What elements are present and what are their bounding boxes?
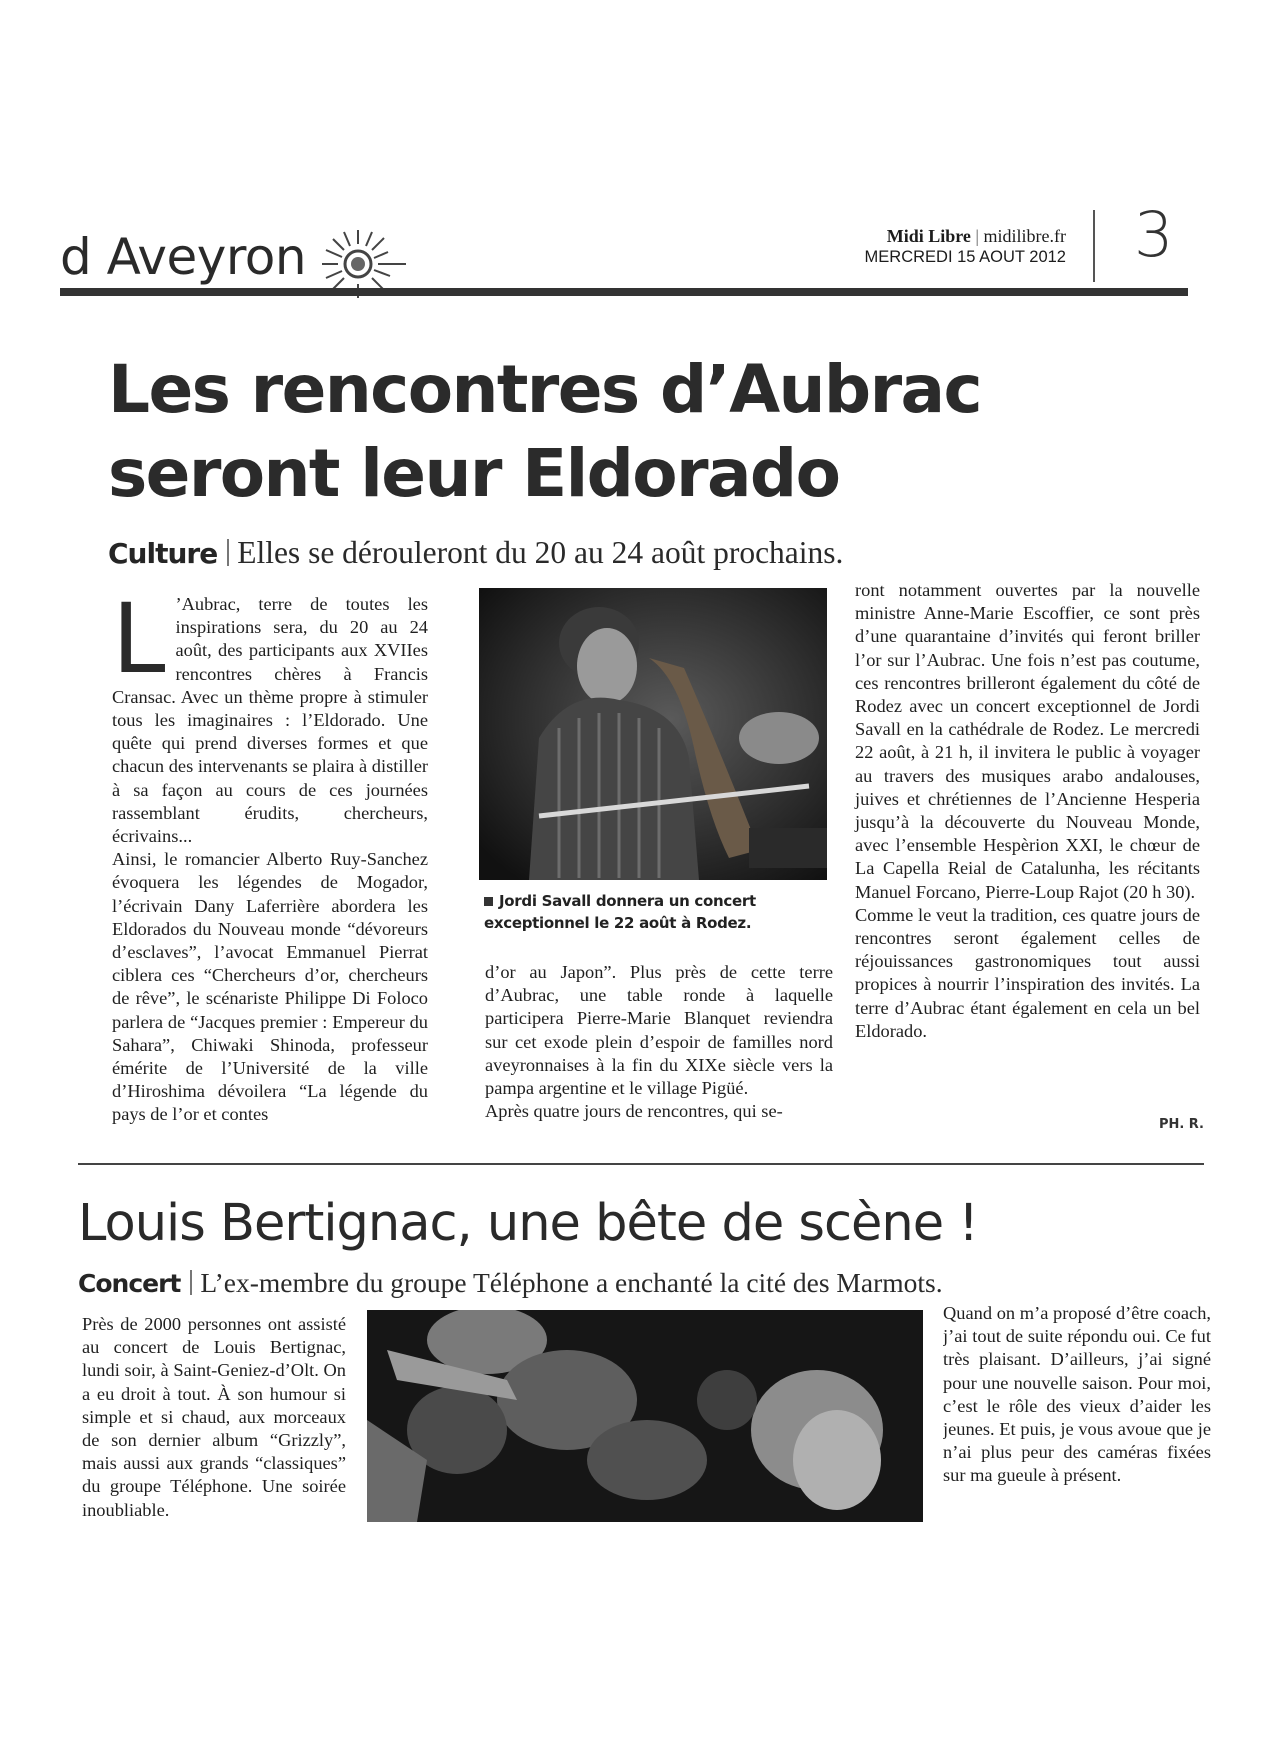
headline-line-2: seront leur Eldorado (108, 435, 840, 512)
paper-brand: Midi Libre | midilibre.fr (886, 226, 1066, 246)
article1-deck-text: Elles se dérouleront du 20 au 24 août prochains. (237, 535, 844, 570)
article2-headline: Louis Bertignac, une bête de scène ! (78, 1194, 978, 1253)
issue-date: MERCREDI 15 AOUT 2012 (864, 248, 1066, 266)
article1-paragraph-6: Comme le veut la tradition, ces quatre jours de rencontres seront également celles de réjouissances gastronomiques tout aussi propices à nourrir l’inspiration des invités. La terre d’Aubrac étant également en cela un bel Eldorado. (855, 904, 1200, 1041)
headline-line-1: Les rencontres d’Aubrac (108, 351, 981, 428)
site-url: midilibre.fr (983, 226, 1066, 246)
article2-paragraph-1: Près de 2000 personnes ont assisté au concert de Louis Bertignac, lundi soir, à Saint-Geniez-d’Olt. On a eu droit à tout. À son humour si simple et si chaud, aux morceaux de son dernier album “Grizzly”, mais aussi aux grands “classiques” du groupe Téléphone. Une soirée inoubliable. (82, 1314, 346, 1520)
brand-name: Midi Libre (886, 226, 971, 246)
photo1-caption-text: Jordi Savall donnera un concert exceptionnel le 22 août à Rodez. (484, 892, 756, 932)
article1-headline (108, 348, 1008, 516)
caption-bullet-icon (484, 897, 493, 906)
musician-with-viol-photo (479, 588, 827, 880)
article1-column-3 (855, 579, 1200, 1043)
article1-deck (108, 535, 1108, 571)
article2-column-1 (82, 1313, 346, 1521)
article1-paragraph-3: d’or au Japon”. Plus près de cette terre d’Aubrac, une table ronde à laquelle participera Pierre-Marie Blanquet reviendra sur cet exode plein d’espoir de familles nord aveyronnaises à la fin du XIXe siècle vers la pampa argentine et le village Pigüé. (485, 962, 833, 1099)
page-number: 3 (1134, 198, 1174, 271)
article2-rubric: Concert (78, 1269, 181, 1298)
article2-column-3 (943, 1302, 1211, 1521)
section-name: d Aveyron (60, 228, 307, 286)
article1-byline: PH. R. (1158, 1117, 1204, 1132)
article1-column-2 (485, 961, 833, 1123)
rubric-separator (227, 539, 229, 566)
article1-column-1 (112, 583, 428, 1127)
concert-crowd-photo (367, 1310, 923, 1522)
article1-paragraph-4: Après quatre jours de rencontres, qui se- (485, 1101, 783, 1122)
article-divider (78, 1163, 1204, 1165)
article1-paragraph-2: Ainsi, le romancier Alberto Ruy-Sanchez évoquera les légendes de Mogador, l’écrivain Dany Laferrière abordera les Eldorados du Nouveau monde “dévoreurs d’esclaves”, l’avocat Emmanuel Pierrat ciblera ces “Chercheurs d’or, chercheurs de rêve”, le scénariste Philippe Di Foloco parlera de “Jacques premier : Empereur du Sahara”, Chiwaki Shinoda, professeur émérite de l’Université de la ville d’Hiroshima dévoilera “La légende du pays de l’or et contes (112, 849, 428, 1125)
photo2-illustration (367, 1310, 923, 1522)
article2-paragraph-2: Quand on m’a proposé d’être coach, j’ai tout de suite répondu oui. Ce fut très plaisant. D’ailleurs, j’ai signé pour une nouvelle saison. Pour moi, c’est le rôle des vieux d’aider les jeunes. Et puis, je vous avoue que je n’ai plus peur des caméras fixées sur ma gueule à présent. (943, 1303, 1211, 1486)
header-separator (1093, 210, 1095, 282)
header-rule (60, 288, 1188, 296)
article1-paragraph-1: ’Aubrac, terre de toutes les inspirations sera, du 20 au 24 août, des participants aux XVIIes rencontres chères à Francis Cransac. Avec un thème propre à stimuler tous les imaginaires : l’Eldorado. Une quête qui prend diverses formes et que chacun des intervenants se plaira à distiller à sa façon au cours de ces journées rassemblant érudits, chercheurs, écrivains... (112, 594, 428, 847)
article2-deck-text: L’ex-membre du groupe Téléphone a enchanté la cité des Marmots. (200, 1267, 943, 1298)
article2-deck (78, 1267, 1228, 1299)
drop-cap: L (112, 583, 166, 695)
article1-paragraph-5: ront notamment ouvertes par la nouvelle ministre Anne-Marie Escoffier, ce sont près d’une quarantaine d’invités qui feront briller l’or sur l’Aubrac. Une fois n’est pas coutume, ces rencontres brilleront également du côté de Rodez avec un concert exceptionnel de Jordi Savall en la cathédrale de Rodez. Le mercredi 22 août, à 21 h, il invitera le public à voyager au travers des musiques arabo andalouses, juives et chrétiennes de l’Ancienne Hesperia jusqu’à la découverte du Nouveau Monde, avec l’ensemble Hespèrion XXI, le chœur de La Capella Reial de Catalunha, les récitants Manuel Forcano, Pierre-Loup Rajot (20 h 30). (855, 580, 1200, 902)
rubric-separator (190, 1270, 192, 1295)
photo1-illustration (479, 588, 827, 880)
photo1-caption (484, 890, 828, 934)
article1-rubric: Culture (108, 537, 218, 570)
